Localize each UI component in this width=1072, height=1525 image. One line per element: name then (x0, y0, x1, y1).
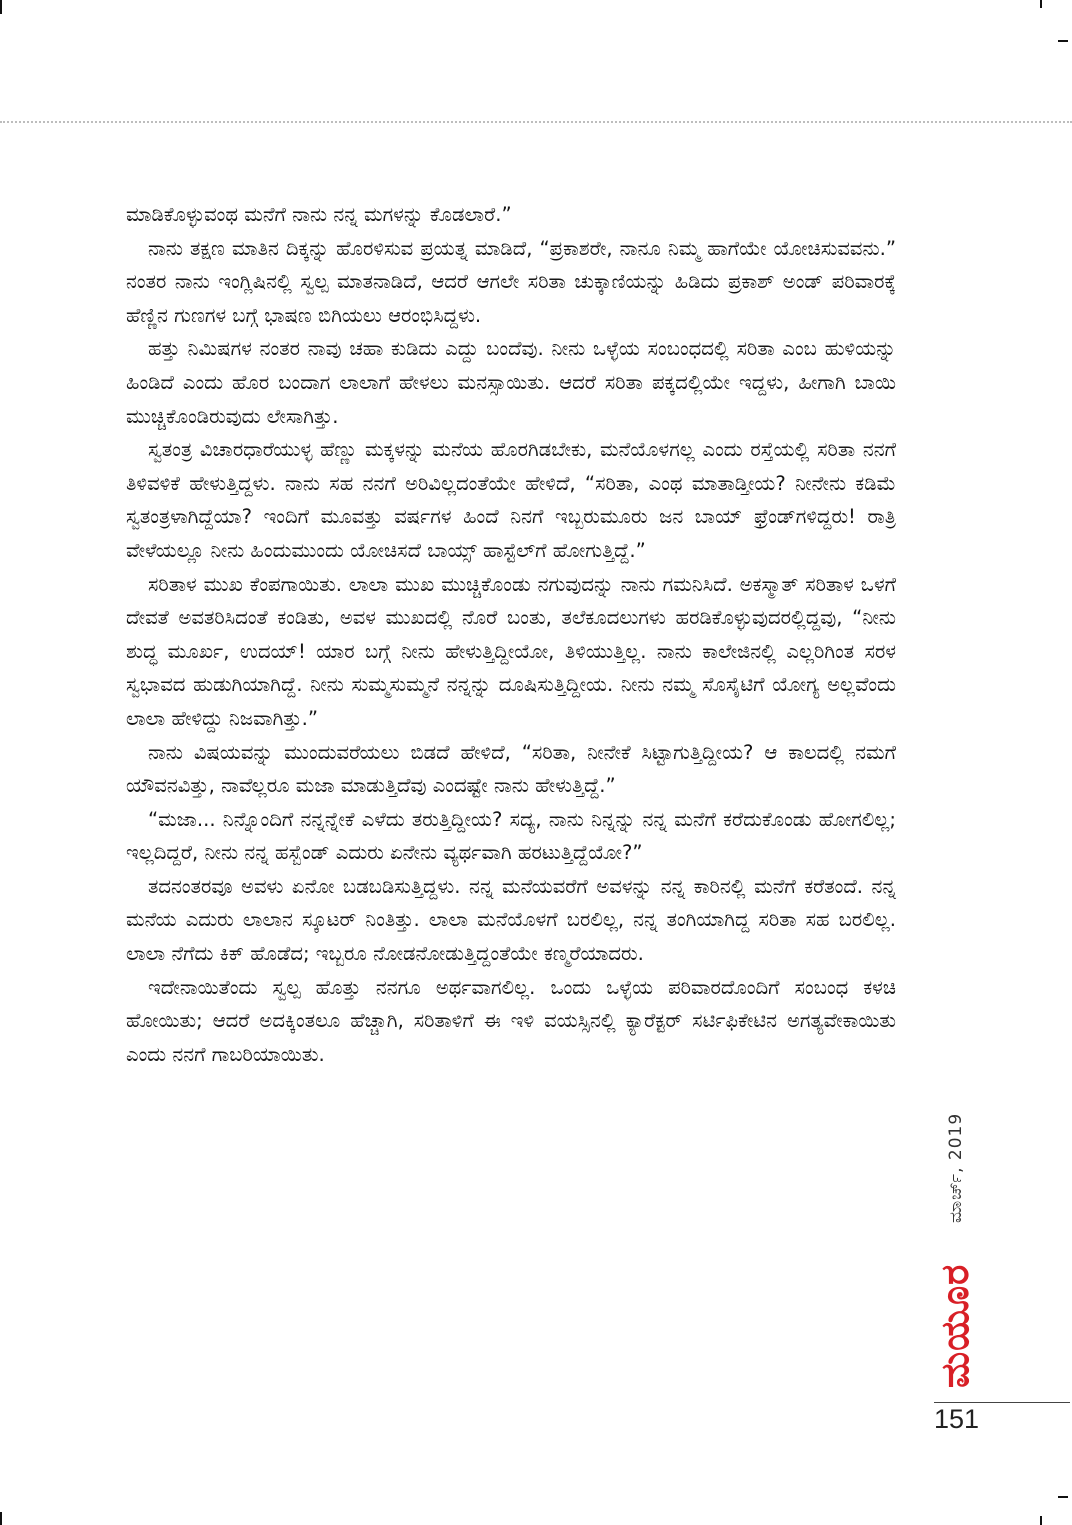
paragraph: ಸ್ವತಂತ್ರ ವಿಚಾರಧಾರೆಯುಳ್ಳ ಹೆಣ್ಣು ಮಕ್ಕಳನ್ನು ಮನೆಯ ಹೊರಗಿಡಬೇಕು, ಮನೆಯೊಳಗಲ್ಲ ಎಂದು ರಸ್ತೆಯಲ್ಲಿ ಸರಿತಾ ನನಗೆ ತಿಳಿವಳಿಕೆ ಹೇಳುತ್ತಿದ್ದಳು. ನಾನು ಸಹ ನನಗೆ ಅರಿವಿಲ್ಲದಂತೆಯೇ ಹೇಳಿದೆ, “ಸರಿತಾ, ಎಂಥ ಮಾತಾಡ್ತೀಯ? ನೀನೇನು ಕಡಿಮೆ ಸ್ವತಂತ್ರಳಾಗಿದ್ದೆಯಾ? ಇಂದಿಗೆ ಮೂವತ್ತು ವರ್ಷಗಳ ಹಿಂದೆ ನಿನಗೆ ಇಬ್ಬರುಮೂರು ಜನ ಬಾಯ್ ಫ್ರೆಂಡ್‌ಗಳಿದ್ದರು! ರಾತ್ರಿ ವೇಳೆಯಲ್ಲೂ ನೀನು ಹಿಂದುಮುಂದು ಯೋಚಿಸದೆ ಬಾಯ್ಸ್ ಹಾಸ್ಟೆಲ್‌ಗೆ ಹೋಗುತ್ತಿದ್ದೆ.” (126, 438, 896, 562)
paragraph: ತದನಂತರವೂ ಅವಳು ಏನೋ ಬಡಬಡಿಸುತ್ತಿದ್ದಳು. ನನ್ನ ಮನೆಯವರೆಗೆ ಅವಳನ್ನು ನನ್ನ ಕಾರಿನಲ್ಲಿ ಮನೆಗೆ ಕರೆತಂದೆ. ನನ್ನ ಮನೆಯ ಎದುರು ಲಾಲಾನ ಸ್ಕೂಟರ್ ನಿಂತಿತ್ತು. ಲಾಲಾ ಮನೆಯೊಳಗೆ ಬರಲಿಲ್ಲ, ನನ್ನ ತಂಗಿಯಾಗಿದ್ದ ಸರಿತಾ ಸಹ ಬರಲಿಲ್ಲ. ಲಾಲಾ ನೆಗೆದು ಕಿಕ್ ಹೊಡೆದ; ಇಬ್ಬರೂ ನೋಡನೋಡುತ್ತಿದ್ದಂತೆಯೇ ಕಣ್ಮರೆಯಾದರು. (126, 874, 896, 966)
paragraph: ಇದೇನಾಯಿತೆಂದು ಸ್ವಲ್ಪ ಹೊತ್ತು ನನಗೂ ಅರ್ಥವಾಗಲಿಲ್ಲ. ಒಂದು ಒಳ್ಳೆಯ ಪರಿವಾರದೊಂದಿಗೆ ಸಂಬಂಧ ಕಳಚಿ ಹೋಯಿತು; ಆದರೆ ಅದಕ್ಕಿಂತಲೂ ಹೆಚ್ಚಾಗಿ, ಸರಿತಾಳಿಗೆ ಈ ಇಳಿ ವಯಸ್ಸಿನಲ್ಲಿ ಕ್ಯಾರೆಕ್ಟರ್ ಸರ್ಟಿಫಿಕೇಟಿನ ಅಗತ್ಯವೇಕಾಯಿತು ಎಂದು ನನಗೆ ಗಾಬರಿಯಾಯಿತು. (126, 975, 896, 1066)
magazine-logo: ಮಯೂರ (933, 1263, 977, 1389)
crop-mark-top-right (1040, 0, 1042, 8)
issue-date: ಮಾರ್ಚ್, 2019 (946, 1112, 966, 1223)
magazine-side-strip (924, 1085, 984, 1395)
paragraph: “ಮಜಾ... ನಿನ್ನೊಂದಿಗೆ ನನ್ನನ್ನೇಕೆ ಎಳೆದು ತರುತ್ತಿದ್ದೀಯ? ಸದ್ಯ, ನಾನು ನಿನ್ನನ್ನು ನನ್ನ ಮನೆಗೆ ಕರೆದುಕೊಂಡು ಹೋಗಲಿಲ್ಲ; ಇಲ್ಲದಿದ್ದರೆ, ನೀನು ನನ್ನ ಹಸ್ಬೆಂಡ್ ಎದುರು ಏನೇನು ವ್ಯರ್ಥವಾಗಿ ಹರಟುತ್ತಿದ್ದೆಯೋ?” (126, 807, 896, 865)
paragraph: ಸರಿತಾಳ ಮುಖ ಕೆಂಪಗಾಯಿತು. ಲಾಲಾ ಮುಖ ಮುಚ್ಚಿಕೊಂಡು ನಗುವುದನ್ನು ನಾನು ಗಮನಿಸಿದೆ. ಅಕಸ್ಮಾತ್ ಸರಿತಾಳ ಒಳಗೆ ದೇವತೆ ಅವತರಿಸಿದಂತೆ ಕಂಡಿತು, ಅವಳ ಮುಖದಲ್ಲಿ ನೊರೆ ಬಂತು, ತಲೆಕೂದಲುಗಳು ಹರಡಿಕೊಳ್ಳುವುದರಲ್ಲಿದ್ದವು, “ನೀನು ಶುದ್ಧ ಮೂರ್ಖ, ಉದಯ್! ಯಾರ ಬಗ್ಗೆ ನೀನು ಹೇಳುತ್ತಿದ್ದೀಯೋ, ತಿಳಿಯುತ್ತಿಲ್ಲ. ನಾನು ಕಾಲೇಜಿನಲ್ಲಿ ಎಲ್ಲರಿಗಿಂತ ಸರಳ ಸ್ವಭಾವದ ಹುಡುಗಿಯಾಗಿದ್ದೆ. ನೀನು ಸುಮ್ಮಸುಮ್ಮನೆ ನನ್ನನ್ನು ದೂಷಿಸುತ್ತಿದ್ದೀಯ. ನೀನು ನಮ್ಮ ಸೊಸೈಟಿಗೆ ಯೋಗ್ಯ ಅಲ್ಲವೆಂದು ಲಾಲಾ ಹೇಳಿದ್ದು ನಿಜವಾಗಿತ್ತು.” (126, 572, 896, 730)
page-number-rule (934, 1402, 1070, 1403)
crop-mark-top-left (0, 0, 2, 14)
crop-mark-right-upper (1058, 40, 1068, 42)
crop-mark-bottom-right (1040, 1516, 1042, 1525)
crop-mark-right-lower (1058, 1496, 1068, 1498)
paragraph: ನಾನು ವಿಷಯವನ್ನು ಮುಂದುವರೆಯಲು ಬಿಡದೆ ಹೇಳಿದೆ, “ಸರಿತಾ, ನೀನೇಕೆ ಸಿಟ್ಟಾಗುತ್ತಿದ್ದೀಯ? ಆ ಕಾಲದಲ್ಲಿ ನಮಗೆ ಯೌವನವಿತ್ತು, ನಾವೆಲ್ಲರೂ ಮಜಾ ಮಾಡುತ್ತಿದೆವು ಎಂದಷ್ಟೇ ನಾನು ಹೇಳುತ್ತಿದ್ದೆ.” (126, 740, 896, 798)
paragraph: ಹತ್ತು ನಿಮಿಷಗಳ ನಂತರ ನಾವು ಚಹಾ ಕುಡಿದು ಎದ್ದು ಬಂದೆವು. ನೀನು ಒಳ್ಳೆಯ ಸಂಬಂಧದಲ್ಲಿ ಸರಿತಾ ಎಂಬ ಹುಳಿಯನ್ನು ಹಿಂಡಿದೆ ಎಂದು ಹೊರ ಬಂದಾಗ ಲಾಲಾಗೆ ಹೇಳಲು ಮನಸ್ಸಾಯಿತು. ಆದರೆ ಸರಿತಾ ಪಕ್ಕದಲ್ಲಿಯೇ ಇದ್ದಳು, ಹೀಗಾಗಿ ಬಾಯಿ ಮುಚ್ಚಿಕೊಂಡಿರುವುದು ಲೇಸಾಗಿತ್ತು. (126, 337, 896, 428)
header-dotted-rule (0, 121, 1072, 123)
paragraph: ಮಾಡಿಕೊಳ್ಳುವಂಥ ಮನೆಗೆ ನಾನು ನನ್ನ ಮಗಳನ್ನು ಕೊಡಲಾರೆ.” (126, 203, 512, 226)
page-number: 151 (934, 1404, 980, 1434)
article-body (126, 198, 896, 1071)
crop-mark-bottom-left (0, 1512, 2, 1525)
paragraph: ನಾನು ತಕ್ಷಣ ಮಾತಿನ ದಿಕ್ಕನ್ನು ಹೊರಳಿಸುವ ಪ್ರಯತ್ನ ಮಾಡಿದೆ, “ಪ್ರಕಾಶರೇ, ನಾನೂ ನಿಮ್ಮ ಹಾಗೆಯೇ ಯೋಚಿಸುವವನು.” ನಂತರ ನಾನು ಇಂಗ್ಲಿಷಿನಲ್ಲಿ ಸ್ವಲ್ಪ ಮಾತನಾಡಿದೆ, ಆದರೆ ಆಗಲೇ ಸರಿತಾ ಚುಕ್ಕಾಣಿಯನ್ನು ಹಿಡಿದು ಪ್ರಕಾಶ್ ಅಂಡ್ ಪರಿವಾರಕ್ಕೆ ಹೆಣ್ಣಿನ ಗುಣಗಳ ಬಗ್ಗೆ ಭಾಷಣ ಬಿಗಿಯಲು ಆರಂಭಿಸಿದ್ದಳು. (126, 236, 896, 327)
